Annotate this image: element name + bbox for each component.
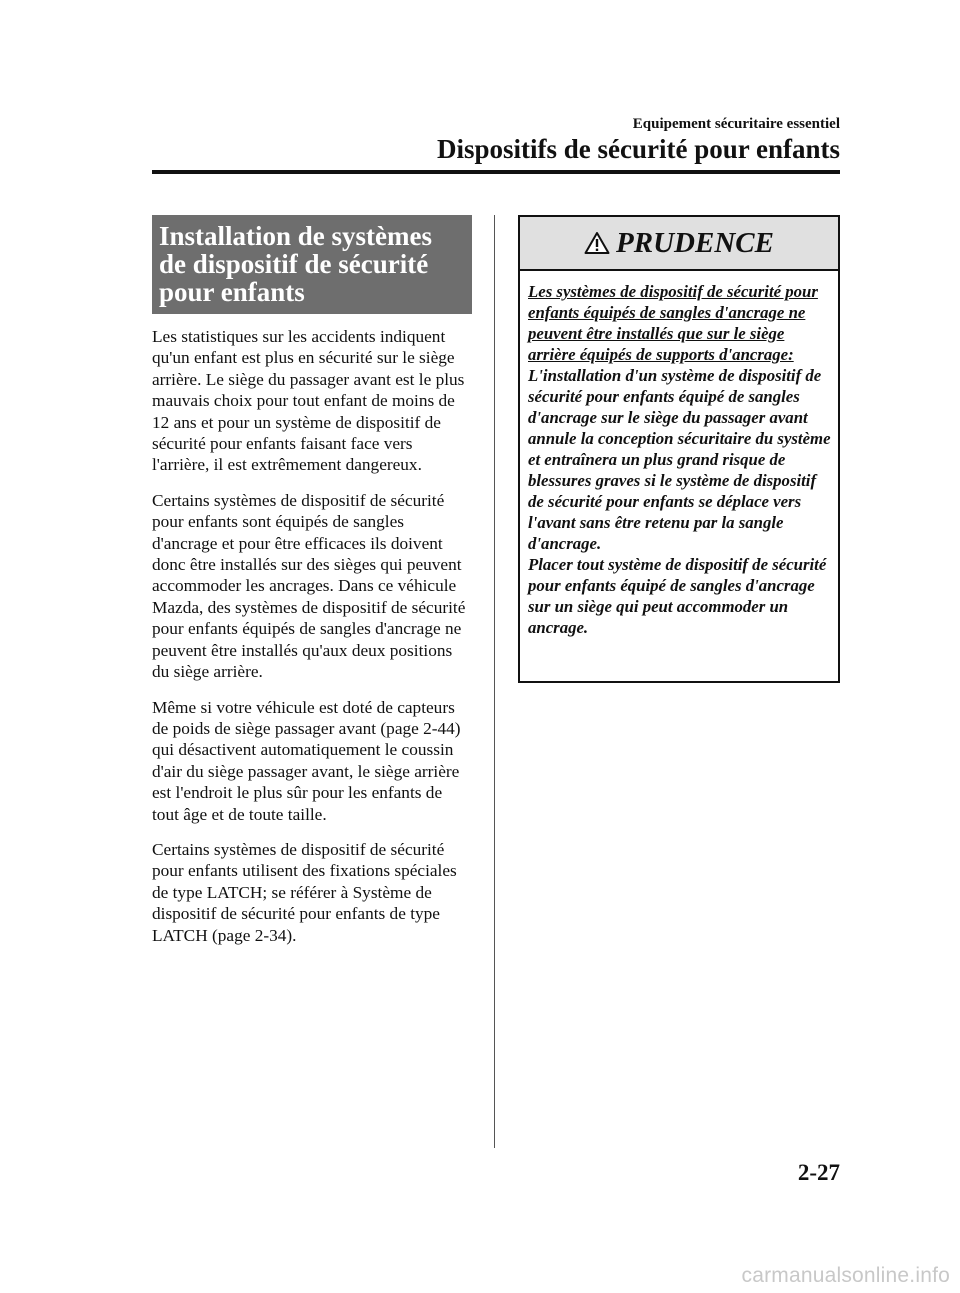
paragraph-4: Certains systèmes de dispositif de sécurité pour enfants utilisent des fixations spéciales de type LATCH; se référer à Système de dispositif de sécurité pour enfants de type LATCH (page 2-34). bbox=[152, 839, 457, 945]
paragraph-3: Même si votre véhicule est doté de capteurs de poids de siège passager avant (page 2-44) qui désactivent automatiquement le coussin d'air du siège passager avant, le siège arrière est l'endroit le plus sûr pour les enfants de tout âge et de toute taille. bbox=[152, 697, 461, 824]
caution-title: PRUDENCE bbox=[616, 226, 774, 259]
caution-header bbox=[520, 217, 838, 271]
caution-box bbox=[518, 215, 840, 683]
watermark: carmanualsonline.info bbox=[741, 1264, 950, 1287]
header-divider bbox=[152, 170, 840, 174]
paragraph-1: Les statistiques sur les accidents indiquent qu'un enfant est plus en sécurité sur le siège arrière. Le siège du passager avant est le plus mauvais choix pour tout enfant de moins de 12 ans et pour un système de dispositif de sécurité pour enfants faisant face vers l'arrière, il est extrêmement dangereux. bbox=[152, 327, 465, 475]
caution-text-1: L'installation d'un système de dispositif de sécurité pour enfants équipé de sangles d'ancrage sur le siège du passager avant annule la conception sécuritaire du système et entraînera un plus grand risque de blessures graves si le système de dispositif de sécurité pour enfants se déplace vers l'avant sans être retenu par la sangle d'ancrage. bbox=[528, 366, 831, 553]
section-heading: Installation de systèmes de dispositif de sécurité pour enfants bbox=[152, 215, 472, 314]
caution-underlined-text: Les systèmes de dispositif de sécurité pour enfants équipés de sangles d'ancrage ne peuvent être installés que sur le siège arrière équipés de supports d'ancrage: bbox=[528, 282, 818, 364]
column-divider bbox=[494, 215, 495, 1148]
main-column bbox=[152, 215, 472, 946]
paragraph-2: Certains systèmes de dispositif de sécurité pour enfants sont équipés de sangles d'ancrage et pour être efficaces ils doivent donc être installés sur des sièges qui peuvent accommoder les ancrages. Dans ce véhicule Mazda, des systèmes de dispositif de sécurité pour enfants équipés de sangles d'ancrage ne peuvent être installés qu'aux deux positions du siège arrière. bbox=[152, 490, 466, 682]
chapter-title: Equipement sécuritaire essentiel bbox=[632, 116, 840, 132]
page-number: 2-27 bbox=[797, 1160, 840, 1185]
caution-body bbox=[520, 271, 838, 638]
page-section-title: Dispositifs de sécurité pour enfants bbox=[436, 134, 840, 164]
caution-text-2: Placer tout système de dispositif de sécurité pour enfants équipé de sangles d'ancrage sur un siège qui peut accommoder un ancrage. bbox=[528, 555, 827, 637]
warning-triangle-icon bbox=[584, 231, 610, 255]
